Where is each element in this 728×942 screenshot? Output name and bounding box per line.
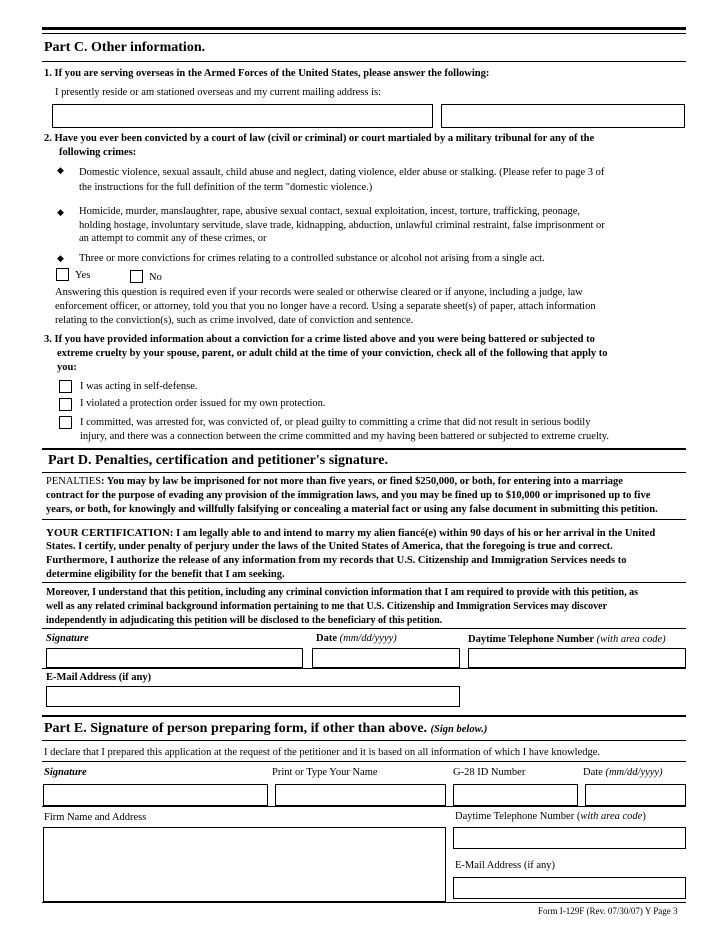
crime-connection-checkbox[interactable] xyxy=(59,416,72,429)
q2-note-line2: enforcement officer, or attorney, told you that you no longer have a record. Using a separate sheet(s) of paper, attach information xyxy=(55,301,596,312)
q2-text-2: following crimes: xyxy=(59,147,137,158)
moreover-line1: Moreover, I understand that this petition, including any criminal conviction information that I am required to provide with this petition, as xyxy=(46,587,638,598)
bullet1-line2: the instructions for the full definition of the term "domestic violence.) xyxy=(79,182,373,193)
part-c-rule xyxy=(42,61,686,62)
preparer-email-label: E-Mail Address (if any) xyxy=(455,860,556,871)
penalties-text: : You may by law be imprisoned for not more than five years, or fined $250,000, or both, for entering into a marriage xyxy=(101,476,623,487)
petitioner-date-label: Date xyxy=(316,633,337,644)
petitioner-date-hint: (mm/dd/yyyy) xyxy=(339,633,397,644)
part-d-heading: Part D. Penalties, certification and petitioner's signature. xyxy=(48,453,388,468)
part-e-rule-bottom xyxy=(42,740,686,741)
part-d-rule-top xyxy=(42,448,686,450)
bullet2-line2: holding hostage, involuntary servitude, slave trade, kidnapping, abduction, unlawful criminal restraint, false imprisonment or xyxy=(79,220,605,231)
preparer-phone-close: ) xyxy=(642,811,646,822)
q2-no-checkbox[interactable] xyxy=(130,270,143,283)
bullet2-line1: Homicide, murder, manslaughter, rape, abusive sexual contact, sexual exploitation, incest, torture, trafficking, peonage, xyxy=(79,206,581,217)
preparer-phone-label-wrap xyxy=(455,810,646,824)
preparer-signature-label: Signature xyxy=(44,767,87,778)
q2-yes-checkbox[interactable] xyxy=(56,268,69,281)
part-e-heading-wrap xyxy=(44,721,487,737)
part-c-heading: Part C. Other information. xyxy=(44,40,206,55)
penalties-line1 xyxy=(46,475,623,489)
q3-line1: 3. If you have provided information about a conviction for a crime listed above and you were being battered or subjected to xyxy=(44,334,595,345)
top-rule-thin xyxy=(42,33,686,34)
q2-no-label: No xyxy=(149,272,162,283)
petitioner-phone-hint: (with area code) xyxy=(596,634,666,645)
petitioner-date-field[interactable] xyxy=(312,648,460,668)
petitioner-date-label-wrap xyxy=(316,632,397,646)
bullet2-line3: an attempt to commit any of these crimes, or xyxy=(79,233,267,244)
petitioner-phone-label-wrap xyxy=(468,633,666,647)
part-d-rule-bottom xyxy=(42,472,686,473)
bullet-icon: ◆ xyxy=(57,165,64,175)
preparer-g28-label: G-28 ID Number xyxy=(453,767,526,778)
declaration-divider xyxy=(42,761,686,762)
preparer-name-label: Print or Type Your Name xyxy=(272,767,378,778)
petitioner-email-label: E-Mail Address (if any) xyxy=(46,672,152,683)
q3-option3-line2: injury, and there was a connection between the crime committed and my having been battered or subjected to extreme cruelty. xyxy=(80,431,609,442)
q2-note-line3: relating to the conviction(s), such as crime involved, date of conviction and sentence. xyxy=(55,315,414,326)
firm-name-label: Firm Name and Address xyxy=(44,812,147,823)
petitioner-phone-label: Daytime Telephone Number xyxy=(468,634,594,645)
petitioner-signature-field[interactable] xyxy=(46,648,303,668)
preparer-date-field[interactable] xyxy=(585,784,686,806)
preparer-date-label-wrap xyxy=(583,766,663,780)
q3-line2: extreme cruelty by your spouse, parent, or adult child at the time of your conviction, check all of the following that apply to xyxy=(57,348,608,359)
penalties-divider xyxy=(42,519,686,520)
penalties-line3: years, or both, for knowingly and willfully falsifying or concealing a material fact or using any false document in submitting this petition. xyxy=(46,504,658,515)
sig-row-divider xyxy=(42,668,686,669)
moreover-line2: well as any related criminal background information pertaining to me that U.S. Citizenship and Immigration Services may discover xyxy=(46,601,608,612)
petitioner-phone-field[interactable] xyxy=(468,648,686,668)
bullet-icon: ◆ xyxy=(57,207,64,217)
part-e-rule-top xyxy=(42,715,686,717)
preparer-date-label: Date xyxy=(583,767,603,778)
cert-label: YOUR CERTIFICATION: xyxy=(46,527,174,539)
q3-option3-line1: I committed, was arrested for, was convicted of, or plead guilty to committing a crime that did not result in serious bodily xyxy=(80,417,591,428)
overseas-address-field[interactable] xyxy=(52,104,433,128)
preparer-phone-label: Daytime Telephone Number ( xyxy=(455,811,581,822)
cert-line3: Furthermore, I authorize the release of any information from my records that U.S. Citizenship and Immigration Services needs to xyxy=(46,555,627,566)
q3-line3: you: xyxy=(57,362,77,373)
penalties-line2: contract for the purpose of evading any provision of the immigration laws, and you may be fined up to $10,000 or imprisoned up to five xyxy=(46,490,651,501)
cert-line2: States. I certify, under penalty of perjury under the laws of the United States of America, that the foregoing is true and correct. xyxy=(46,541,613,552)
preparer-name-field[interactable] xyxy=(275,784,446,806)
moreover-divider xyxy=(42,628,686,629)
part-e-heading-hint: (Sign below.) xyxy=(430,724,488,735)
bullet1-line1: Domestic violence, sexual assault, child abuse and neglect, dating violence, elder abuse or stalking. (Please refer to page 3 of xyxy=(79,167,605,178)
cert-line4: determine eligibility for the benefit that I am seeking. xyxy=(46,569,285,580)
overseas-address-field-2[interactable] xyxy=(441,104,685,128)
top-rule xyxy=(42,27,686,30)
part-e-heading: Part E. Signature of person preparing form, if other than above. xyxy=(44,721,428,736)
preparer-date-hint: (mm/dd/yyyy) xyxy=(605,767,663,778)
preparer-phone-field[interactable] xyxy=(453,827,686,849)
petitioner-email-field[interactable] xyxy=(46,686,460,707)
preparer-g28-field[interactable] xyxy=(453,784,578,806)
preparer-phone-hint: with area code xyxy=(580,811,643,822)
q2-note-line1: Answering this question is required even if your records were sealed or otherwise cleared or if anyone, including a judge, law xyxy=(55,287,583,298)
cert-divider xyxy=(42,582,686,583)
moreover-line3: independently in adjudicating this petition will be disclosed to the beneficiary of this petition. xyxy=(46,615,443,626)
q1-text: 1. If you are serving overseas in the Armed Forces of the United States, please answer the following: xyxy=(44,68,490,79)
firm-address-field[interactable] xyxy=(43,827,446,902)
preparer-declaration: I declare that I prepared this application at the request of the petitioner and it is based on all information of which I have knowledge. xyxy=(44,747,601,758)
protection-order-checkbox[interactable] xyxy=(59,398,72,411)
cert-text: I am legally able to and intend to marry my alien fiancé(e) within 90 days of his or her arrival in the United xyxy=(173,528,656,539)
q3-option2: I violated a protection order issued for my own protection. xyxy=(80,398,326,409)
form-footer: Form I-129F (Rev. 07/30/07) Y Page 3 xyxy=(538,906,678,916)
q2-yes-label: Yes xyxy=(75,270,91,281)
bullet-icon: ◆ xyxy=(57,253,64,263)
penalties-label: PENALTIES xyxy=(46,476,102,487)
preparer-row-divider xyxy=(42,806,686,807)
q2-text-1: 2. Have you ever been convicted by a court of law (civil or criminal) or court martialed by a military tribunal for any of the xyxy=(44,133,595,144)
preparer-email-field[interactable] xyxy=(453,877,686,899)
bottom-rule xyxy=(42,902,686,903)
cert-line1 xyxy=(46,526,655,541)
petitioner-signature-label: Signature xyxy=(46,633,89,644)
q3-option1: I was acting in self-defense. xyxy=(80,381,198,392)
self-defense-checkbox[interactable] xyxy=(59,380,72,393)
bullet3-text: Three or more convictions for crimes relating to a controlled substance or alcohol not arising from a single act. xyxy=(79,253,545,264)
q1-subtext: I presently reside or am stationed overseas and my current mailing address is: xyxy=(55,87,381,98)
preparer-signature-field[interactable] xyxy=(43,784,268,806)
